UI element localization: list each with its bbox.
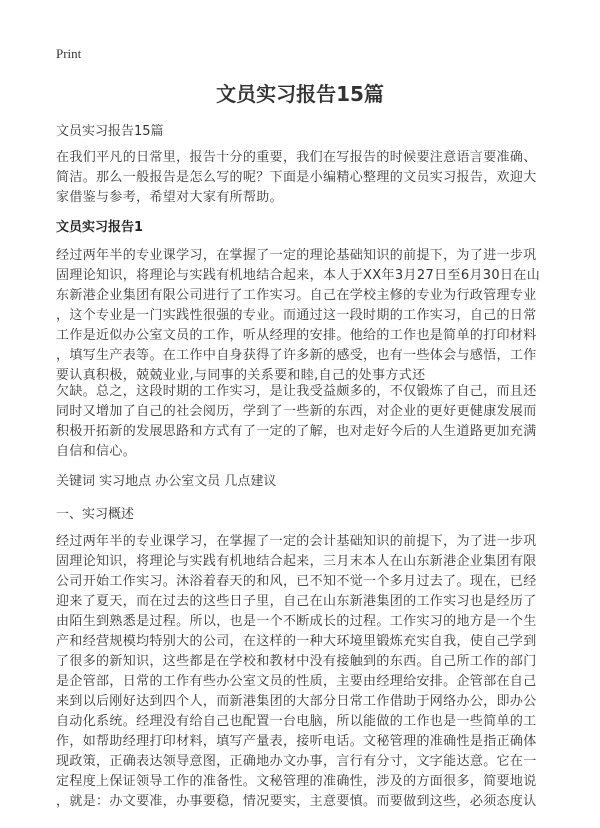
paragraph-3: 经过两年半的专业课学习，在掌握了一定的会计基础知识的前提下，为了进一步巩 固理论知识，将理论与实践有机地结合起来，三月末本人在山东新港企业集团有限 公司开始工作实习。沐浴着春天的和风，已不知不觉一个多月过去了。现在，已经 迎来了夏天，而在过去的这些日子里，自己在山东新港集团的工作实习也是经历了 由陌生到熟悉是过程。所以，也是一个不断成长的过程。工作实习的地方是一个生 产和经营规模均特别大的公司，在这样的一种大环境里锻炼充实自我，使自己学到 了很多的新知识，这些都是在学校和教材中没有接触到的东西。自己所工作的部门 是企管部，日常的工作有些办公室文员的性质，主要由经理给安排。企管部在自己 来到以后刚好达到四个人，而新港集团的大部分日常工作借助于网络办公，即办公 自动化系统。经理没有给自己也配置一台电脑，所以能做的工作也是一些简单的工 作，如帮助经理打印材料，填写产量表，接听电话。文秘管理的准确性是指正确体 现政策，正确表达领导意图，正确地办文办事，言行有分寸，文字能达意。它在一 定程度上保证领导工作的准备性。文秘管理的准确性，涉及的方面很多，简要地说 ，就是：办文要准，办事要稳，情况要实，主意要慎。而要做到这些，必须态度认 <box>56 534 537 809</box>
section-heading: 文员实习报告1 <box>56 220 144 235</box>
keywords-line: 关键词 实习地点 办公室文员 几点建议 <box>56 474 277 489</box>
section-1-title: 一、实习概述 <box>56 507 135 522</box>
print-link[interactable]: Print <box>56 46 82 61</box>
paragraph-2: 欠缺。总之，这段时期的工作实习，是让我受益颇多的，不仅锻炼了自己，而且还 同时又增加了自己的社会阅历，学到了一些新的东西，对企业的更好更健康发展而 积极开拓新的发展思路和方式有了一定的了解，也对走好今后的人生道路更加充满 自信和信心。 <box>56 384 537 459</box>
intro-paragraph: 在我们平凡的日常里，报告十分的重要，我们在写报告的时候要注意语言要准确、 简洁。那么一般报告是怎么写的呢？下面是小编精心整理的文员实习报告，欢迎大 家借鉴与参考，希望对大家有所帮助。 <box>56 150 537 205</box>
paragraph-1: 经过两年半的专业课学习，在掌握了一定的理论基础知识的前提下，为了进一步巩 固理论知识，将理论与实践有机地结合起来，本人于XX年3月27日至6月30日在山 东新港企业集团有限公司进行了工作实习。自己在学校主修的专业为行政管理专业 ，这个专业是一门实践性很强的专业。而通过这一段时期的工作实习，自己的日常 工作是近似办公室文员的工作，听从经理的安排。他给的工作也是简单的打印材料 ，填写生产表等。在工作中自身获得了许多新的感受，也有一些体会与感悟，工作 要认真积极，兢兢业业,与同事的关系要和睦,自己的处事方式还 <box>56 248 541 383</box>
document-title: 文员实习报告15篇 <box>216 82 384 106</box>
document-subtitle: 文员实习报告15篇 <box>56 124 164 139</box>
